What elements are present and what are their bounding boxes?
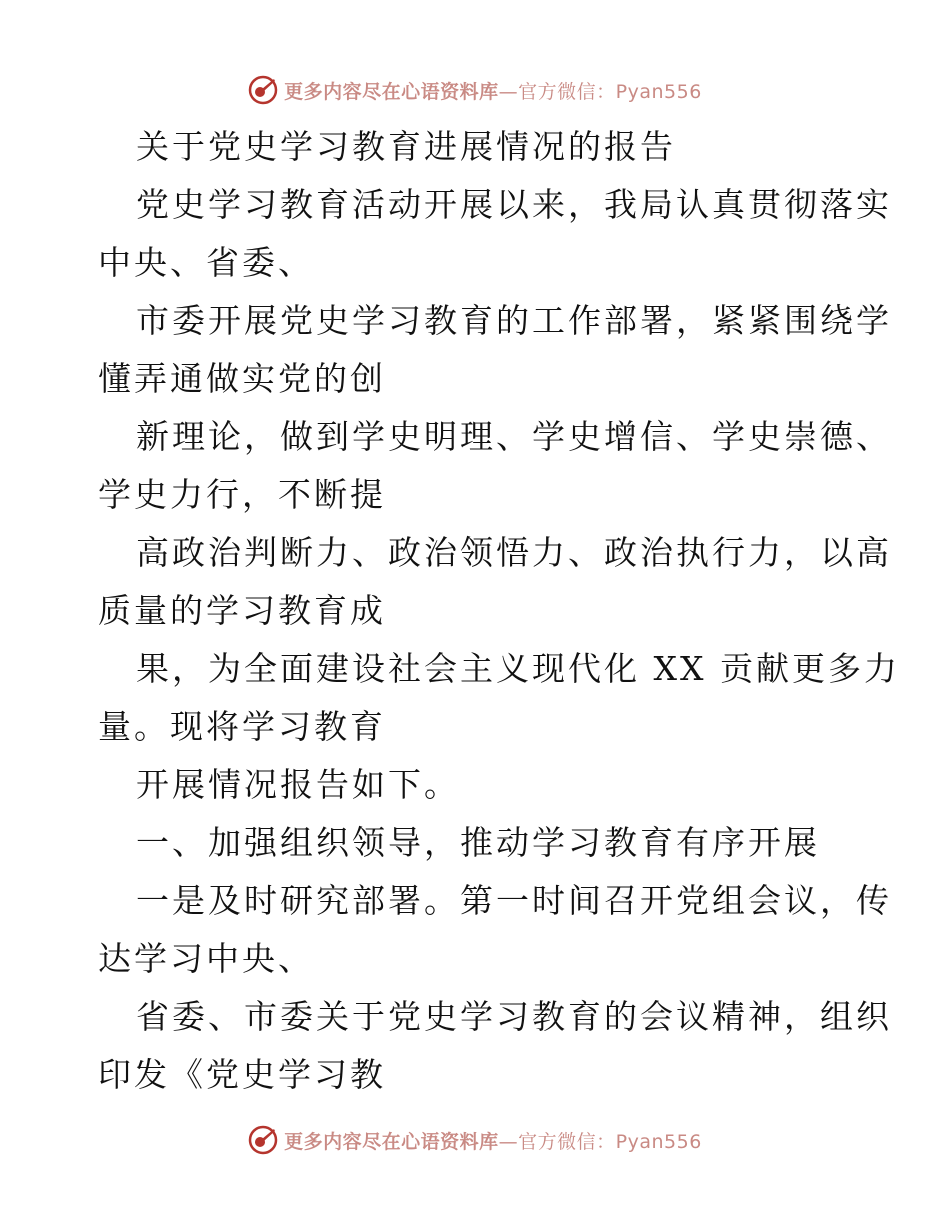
watermark-dash: — xyxy=(498,80,519,103)
watermark-dash: — xyxy=(498,1130,519,1153)
document-title: 关于党史学习教育进展情况的报告 xyxy=(136,127,676,166)
logo-icon xyxy=(248,75,278,105)
paragraph-line: 高政治判断力、政治领悟力、政治执行力，以高 xyxy=(136,533,892,572)
logo-icon xyxy=(248,1125,278,1155)
paragraph-line: 中央、省委、 xyxy=(98,243,314,282)
paragraph-line: 一是及时研究部署。第一时间召开党组会议，传 xyxy=(136,881,892,920)
paragraph-line: 学史力行，不断提 xyxy=(98,475,386,514)
section-heading: 一、加强组织领导，推动学习教育有序开展 xyxy=(136,823,820,862)
paragraph-line: 量。现将学习教育 xyxy=(98,707,386,746)
paragraph-line: 质量的学习教育成 xyxy=(98,591,386,630)
watermark-wechat: 官方微信：Pyan556 xyxy=(518,80,702,103)
watermark-banner-bottom xyxy=(0,1120,950,1160)
paragraph-line: 党史学习教育活动开展以来，我局认真贯彻落实 xyxy=(136,185,892,224)
paragraph-line: 达学习中央、 xyxy=(98,939,314,978)
watermark-site: 更多内容尽在心语资料库 xyxy=(284,80,499,103)
watermark-site: 更多内容尽在心语资料库 xyxy=(284,1130,499,1153)
document-body xyxy=(98,118,900,1104)
paragraph-line: 开展情况报告如下。 xyxy=(136,765,460,804)
paragraph-line: 新理论，做到学史明理、学史增信、学史崇德、 xyxy=(136,417,892,456)
watermark-text xyxy=(284,77,702,104)
watermark-banner-top xyxy=(0,70,950,110)
watermark-wechat: 官方微信：Pyan556 xyxy=(518,1130,702,1153)
paragraph-line: 懂弄通做实党的创 xyxy=(98,359,386,398)
paragraph-line: 印发《党史学习教 xyxy=(98,1055,386,1094)
paragraph-line: 省委、市委关于党史学习教育的会议精神，组织 xyxy=(136,997,892,1036)
paragraph-line: 市委开展党史学习教育的工作部署，紧紧围绕学 xyxy=(136,301,892,340)
paragraph-line: 果，为全面建设社会主义现代化 XX 贡献更多力 xyxy=(136,649,900,688)
watermark-text xyxy=(284,1127,702,1154)
